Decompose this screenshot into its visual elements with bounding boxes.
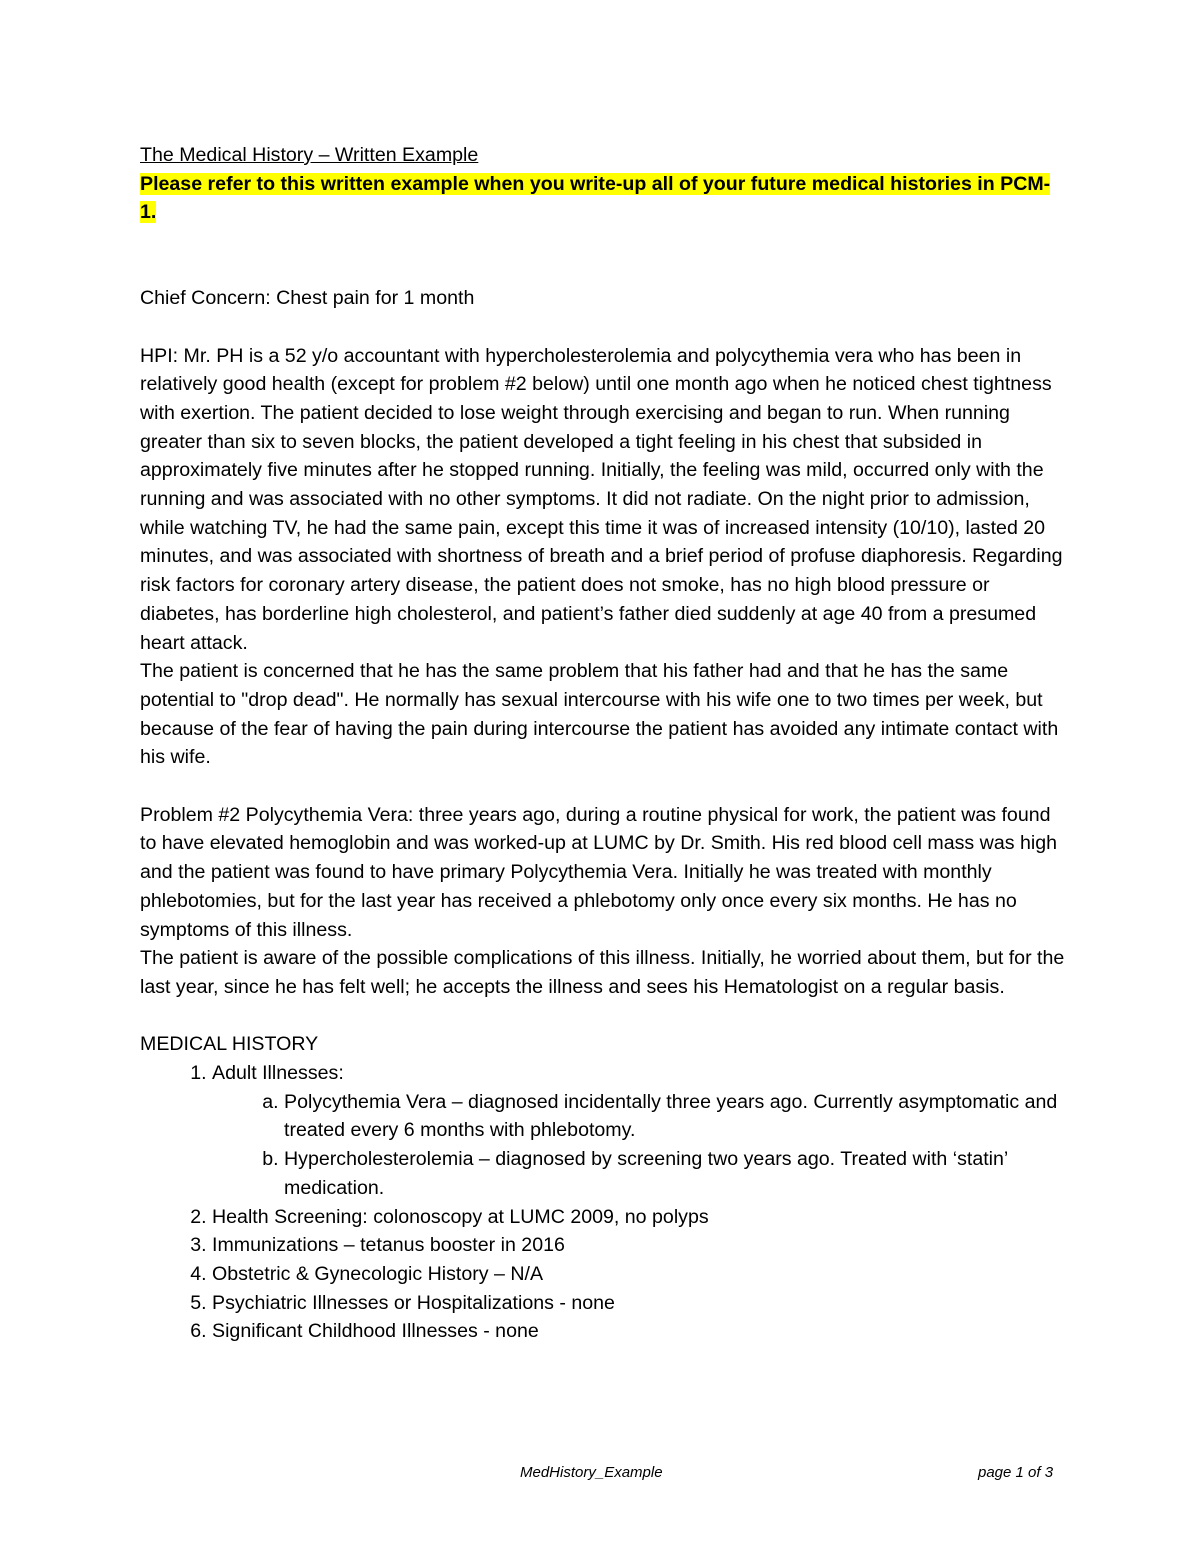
adult-illnesses-sublist — [212, 1088, 1065, 1203]
highlight-note — [140, 170, 1065, 227]
hpi-paragraph: The patient is concerned that he has the same problem that his father had and that he has the same potential to "drop dead". He normally has sexual intercourse with his wife one to two times per week, but because of the fear of having the pain during intercourse the patient has avoided any intimate contact with his wife. — [140, 660, 1059, 769]
highlight-note-text: Please refer to this written example when you write-up all of your future medical histories in PCM-1. — [140, 172, 1051, 224]
spacer — [140, 1002, 1065, 1031]
sub-list-item: a. Polycythemia Vera – diagnosed incidentally three years ago. Currently asymptomatic and treated every 6 months with phlebotomy. — [284, 1088, 1065, 1145]
list-item: 2. Health Screening: colonoscopy at LUMC 2009, no polyps — [212, 1203, 1065, 1232]
list-item: 3. Immunizations – tetanus booster in 2016 — [212, 1231, 1065, 1260]
list-item: 5. Psychiatric Illnesses or Hospitalizations - none — [212, 1289, 1065, 1318]
spacer — [140, 772, 1065, 801]
problem2-paragraph: The patient is aware of the possible complications of this illness. Initially, he worried about them, but for the last year, since he has felt well; he accepts the illness and sees his Hematologist on a regular basis. — [140, 947, 1065, 998]
document-body — [140, 141, 1065, 1346]
footer-filename: MedHistory_Example — [520, 1464, 663, 1481]
footer-page-number: page 1 of 3 — [978, 1464, 1054, 1481]
hpi-paragraph: HPI: Mr. PH is a 52 y/o accountant with hypercholesterolemia and polycythemia vera who has been in relatively good health (except for problem #2 below) until one month ago when he noticed chest tightness with exertion. The patient decided to lose weight through exercising and began to run. When running greater than six to seven blocks, the patient developed a tight feeling in his chest that subsided in approximately five minutes after he stopped running. Initially, the feeling was mild, occurred only with the running and was associated with no other symptoms. It did not radiate. On the night prior to admission, while watching TV, he had the same pain, except this time it was of increased intensity (10/10), lasted 20 minutes, and was associated with shortness of breath and a brief period of profuse diaphoresis. Regarding risk factors for coronary artery disease, the patient does not smoke, has no high blood pressure or diabetes, has borderline high cholesterol, and patient’s father died suddenly at age 40 from a presumed heart attack. — [140, 344, 1063, 654]
list-item: 6. Significant Childhood Illnesses - none — [212, 1317, 1065, 1346]
medical-history-heading: MEDICAL HISTORY — [140, 1033, 319, 1056]
spacer — [140, 227, 1065, 284]
list-item — [212, 1059, 1065, 1203]
spacer — [140, 313, 1065, 342]
problem2-paragraph: Problem #2 Polycythemia Vera: three years ago, during a routine physical for work, the patient was found to have elevated hemoglobin and was worked-up at LUMC by Dr. Smith. His red blood cell mass was high and the patient was found to have primary Polycythemia Vera. Initially he was treated with monthly phlebotomies, but for the last year has received a phlebotomy only once every six months. He has no symptoms of this illness. — [140, 803, 1058, 941]
medical-history-list — [140, 1059, 1065, 1346]
sub-list-item: b. Hypercholesterolemia – diagnosed by screening two years ago. Treated with ‘statin’ medication. — [284, 1145, 1065, 1202]
document-title: The Medical History – Written Example — [140, 144, 479, 166]
list-item: 4. Obstetric & Gynecologic History – N/A — [212, 1260, 1065, 1289]
list-item-text: Adult Illnesses: — [212, 1062, 344, 1085]
chief-concern: Chief Concern: Chest pain for 1 month — [140, 287, 475, 310]
